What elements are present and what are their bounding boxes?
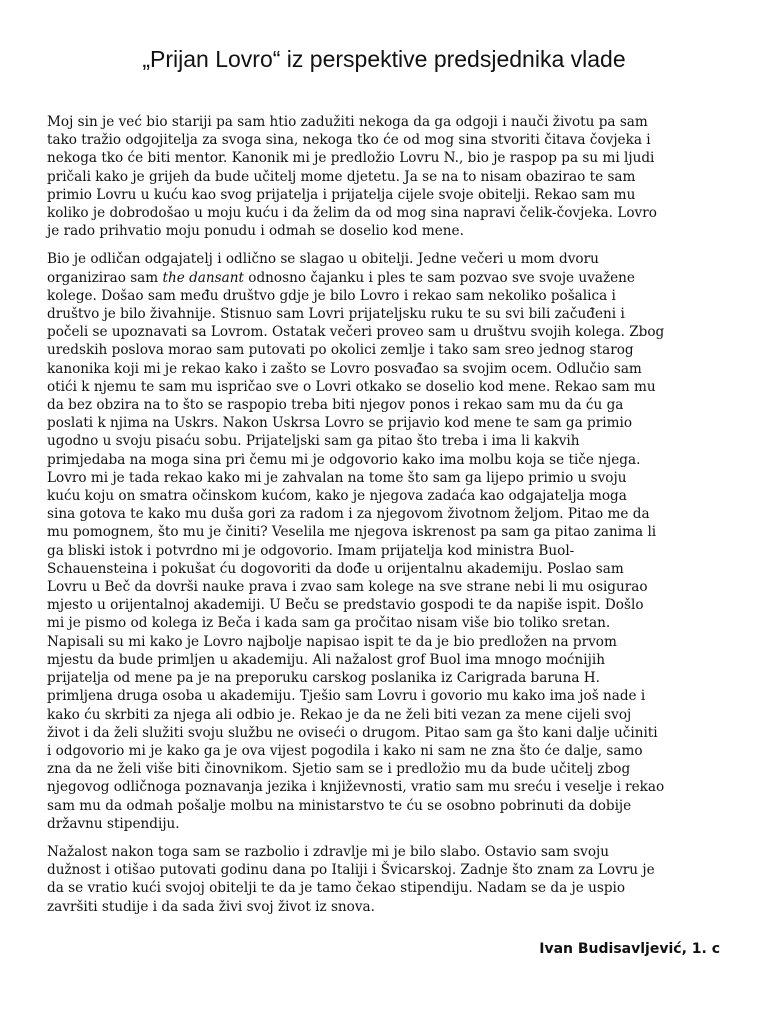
text-segment: mu pomognem, što mu je činiti? Veselila me njegova iskrenost pa sam ga pitao zanima li <box>47 524 657 541</box>
text-line <box>47 633 724 651</box>
text-segment: nekoga tko će biti mentor. Kanonik mi je predložio Lovru N., bio je raspop pa su mi ljudi <box>47 150 655 167</box>
text-segment: primjedaba na moga sina pri čemu mi je odgovorio kako ima molbu koja se tiče njega. <box>47 451 641 468</box>
text-segment: državnu stipendiju. <box>47 815 180 832</box>
text-segment: je rado prihvatio moju ponudu i odmah se doselio kod mene. <box>47 223 464 240</box>
paragraph <box>47 113 724 240</box>
text-segment: Schauensteina i pokušat ću dogovoriti da dođe u orijentalnu akademiju. Poslao sam <box>47 560 624 577</box>
text-line <box>47 451 724 469</box>
text-segment: pričali kako je grijeh da bude učitelj mome djetetu. Ja se na to nisam obazirao te sam <box>47 168 636 185</box>
text-segment: sina gotova te kako mu duša gori za radom i za njegovom životnom željom. Pitao me da <box>47 506 650 523</box>
text-segment: i odgovorio mi je kako ga je ova vijest pogodila i kako ni sam ne zna što će dalje, samo <box>47 742 643 759</box>
text-segment: sam mu da odmah pošalje molbu na ministarstvo te ću se osobno pobrinuti da dobije <box>47 797 632 814</box>
text-line <box>47 523 724 541</box>
paragraph <box>47 843 724 916</box>
text-line <box>47 614 724 632</box>
text-segment: primio Lovru u kuću kao svog prijatelja i prijatelja cijele svoje obitelji. Rekao sam mu <box>47 186 636 203</box>
text-line <box>47 269 724 287</box>
text-line <box>47 168 724 186</box>
text-segment: primljena druga osoba u akademiju. Tješio sam Lovru i govorio mu kako ima još nade i <box>47 688 646 705</box>
text-segment: otići k njemu te sam mu ispričao sve o Lovri otkako se doselio kod mene. Rekao sam mu <box>47 378 656 395</box>
text-line <box>47 760 724 778</box>
text-segment: Bio je odličan odgajatelj i odlično se slagao u obitelji. Jedne večeri u mom dvoru <box>47 251 599 268</box>
paragraph <box>47 250 724 833</box>
text-line <box>47 250 724 268</box>
text-segment: prijatelja od mene pa je na preporuku carskog poslanika iz Carigrada baruna H. <box>47 670 600 687</box>
author-signature: Ivan Budisavljević, 1. c <box>539 941 720 957</box>
text-line <box>47 432 724 450</box>
text-segment: kako ću skrbiti za njega ali odbio je. Rekao je da ne želi biti vezan za mene cijeli svoj <box>47 706 632 723</box>
text-line <box>47 414 724 432</box>
text-segment: dužnost i otišao putovati godinu dana po Italiji i Švicarskoj. Zadnje što znam za Lovru je <box>47 862 655 879</box>
text-line <box>47 578 724 596</box>
text-segment: organizirao sam <box>47 269 163 286</box>
text-line <box>47 305 724 323</box>
text-segment: ga bliski istok i potvrdno mi je odgovorio. Imam prijatelja kod ministra Buol- <box>47 542 575 559</box>
text-segment: poslati k njima na Uskrs. Nakon Uskrsa Lovro se prijavio kod mene te sam ga primio <box>47 415 633 432</box>
text-segment: zna da ne želi više biti činovnikom. Sjetio sam se i predložio mu da bude učitelj zbog <box>47 761 631 778</box>
text-line <box>47 487 724 505</box>
text-line <box>47 742 724 760</box>
text-segment: odnosno čajanku i ples te sam pozvao sve svoje uvažene <box>243 269 635 286</box>
text-line <box>47 898 724 916</box>
text-segment: mi je pismo od kolega iz Beča i kada sam ga pročitao nisam više bio toliko sretan. <box>47 615 611 632</box>
text-segment: ugodno u svoju pisaću sobu. Prijateljski sam ga pitao što treba i ima li kakvih <box>47 433 580 450</box>
text-line <box>47 149 724 167</box>
document-body <box>47 113 724 926</box>
text-line <box>47 204 724 222</box>
text-segment: kuću koju on smatra očinskom kućom, kako je njegova zadaća kao odgajatelja moga <box>47 488 627 505</box>
text-line <box>47 323 724 341</box>
text-segment: koliko je dobrodošao u moju kuću i da želim da od mog sina napravi čelik-čovjeka. Lovro <box>47 205 657 222</box>
text-line <box>47 287 724 305</box>
text-line <box>47 378 724 396</box>
text-segment: uredskih poslova morao sam putovati po okolici zemlje i tako sam sreo jednog starog <box>47 342 634 359</box>
text-segment: Napisali su mi kako je Lovro najbolje napisao ispit te da je bio predložen na prvom <box>47 633 617 650</box>
text-line <box>47 113 724 131</box>
text-line <box>47 797 724 815</box>
text-line <box>47 651 724 669</box>
text-line <box>47 669 724 687</box>
text-segment: završiti studije i da sada živi svoj život iz snova. <box>47 898 375 915</box>
text-line <box>47 560 724 578</box>
text-line <box>47 469 724 487</box>
text-segment: počeli se upoznavati sa Lovrom. Ostatak večeri proveo sam u društvu svojih kolega. Zbog <box>47 324 665 341</box>
text-segment: društvo je bilo živahnije. Stisnuo sam Lovri prijateljsku ruku te su svi bili začuđeni i <box>47 306 625 323</box>
text-line <box>47 724 724 742</box>
text-segment: tako tražio odgojitelja za svoga sina, nekoga tko će od mog sina stvoriti čitava čovjeka i <box>47 132 651 149</box>
text-line <box>47 222 724 240</box>
text-line <box>47 542 724 560</box>
text-segment: kolege. Došao sam među društvo gdje je bilo Lovro i rekao sam nekoliko pošalica i <box>47 287 616 304</box>
text-line <box>47 596 724 614</box>
text-line <box>47 341 724 359</box>
text-segment: mjesto u orijentalnoj akademiji. U Beču se predstavio gospodi te da napiše ispit. Došlo <box>47 597 644 614</box>
text-line <box>47 843 724 861</box>
text-line <box>47 778 724 796</box>
text-segment: Nažalost nakon toga sam se razbolio i zdravlje mi je bilo slabo. Ostavio sam svoju <box>47 843 609 860</box>
text-segment: njegovog odličnoga poznavanja jezika i književnosti, vratio sam mu sreću i veselje i rekao <box>47 779 665 796</box>
text-line <box>47 706 724 724</box>
document-title: „Prijan Lovro“ iz perspektive predsjednika vlade <box>142 46 626 72</box>
text-line <box>47 879 724 897</box>
text-line <box>47 505 724 523</box>
text-segment: kanonika koji mi je rekao kako i zašto se Lovro posvađao sa svojim ocem. Odlučio sam <box>47 360 642 377</box>
text-line <box>47 360 724 378</box>
text-segment: Lovru u Beč da dovrši nauke prava i zvao sam kolege na sve strane nebi li mu osigurao <box>47 579 648 596</box>
text-segment: život i da želi služiti svoju službu ne oviseći o drugom. Pitao sam ga što kani dalje učiniti <box>47 724 658 741</box>
text-line <box>47 687 724 705</box>
text-segment: Moj sin je već bio stariji pa sam htio zadužiti nekoga da ga odgoji i nauči životu pa sam <box>47 114 648 130</box>
text-segment: mjestu da bude primljen u akademiju. Ali nažalost grof Buol ima mnogo moćnijih <box>47 651 605 668</box>
text-segment: da bez obzira na to što se raspopio treba biti njegov ponos i rekao sam mu da ću ga <box>47 397 624 414</box>
italic-phrase: the dansant <box>162 269 244 286</box>
text-segment: Lovro mi je tada rekao kako mi je zahvalan na tome što sam ga lijepo primio u svoju <box>47 469 627 486</box>
text-line <box>47 186 724 204</box>
text-line <box>47 131 724 149</box>
text-line <box>47 815 724 833</box>
text-line <box>47 396 724 414</box>
text-line <box>47 861 724 879</box>
text-segment: da se vratio kući svojoj obitelji te da je tamo čekao stipendiju. Nadam se da je uspio <box>47 880 626 897</box>
